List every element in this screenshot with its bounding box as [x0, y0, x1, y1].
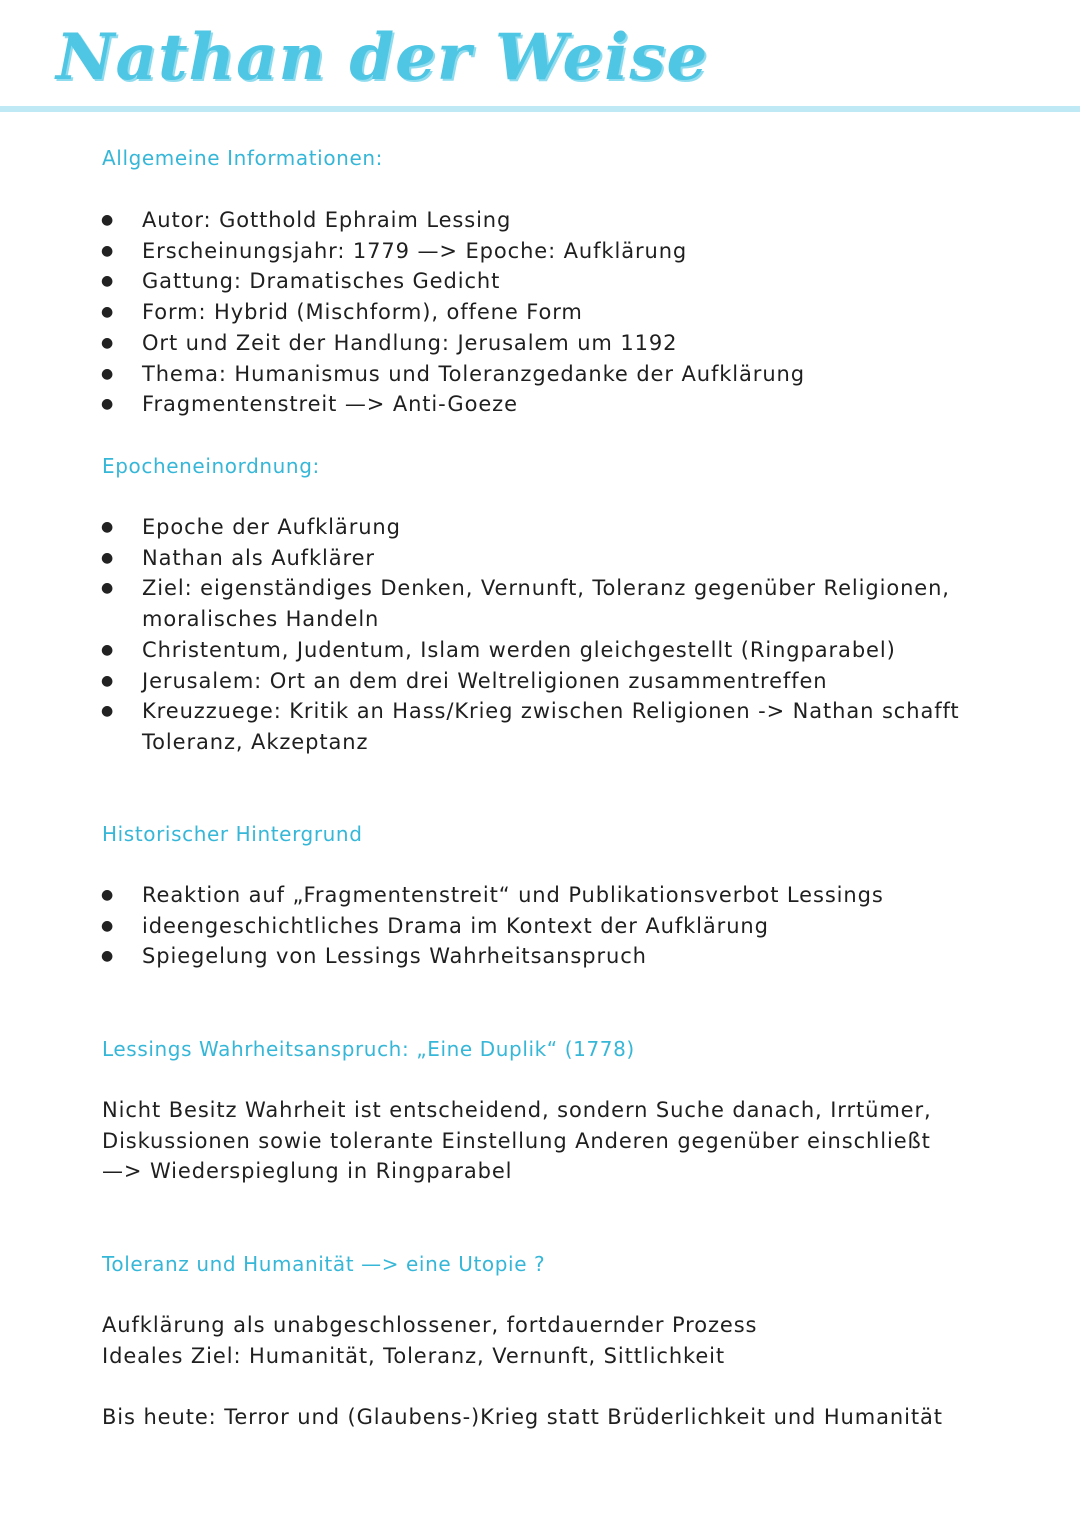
bullet-icon: ●: [101, 304, 115, 321]
page-title: Nathan der Weise: [56, 20, 709, 95]
list-item: ● Erscheinungsjahr: 1779 —> Epoche: Aufklärung: [0, 236, 962, 267]
bullet-icon: ●: [101, 242, 115, 259]
bullet-icon: ●: [101, 273, 115, 290]
bullet-icon: ●: [101, 212, 115, 228]
list-item: ● Christentum, Judentum, Islam werden gleichgestellt (Ringparabel): [0, 635, 962, 666]
title-divider: [0, 106, 1080, 112]
list-item: ● Epoche der Aufklärung: [0, 512, 962, 543]
paragraph-toleranz: [102, 1310, 982, 1371]
bullet-icon: ●: [101, 580, 115, 597]
list-allgemeine-informationen: [0, 205, 962, 420]
bullet-icon: ●: [101, 334, 115, 351]
paragraph-line: Nicht Besitz Wahrheit ist entscheidend, sondern Suche danach, Irrtümer,: [102, 1098, 932, 1122]
heading-epocheneinordnung: Epocheneinordnung:: [102, 454, 320, 478]
paragraph-wahrheitsanspruch: [102, 1095, 982, 1187]
bullet-icon: ●: [101, 948, 115, 965]
heading-historischer-hintergrund: Historischer Hintergrund: [102, 822, 363, 846]
bullet-icon: ●: [101, 396, 115, 413]
list-item: ● Fragmentenstreit —> Anti-Goeze: [0, 389, 962, 420]
list-item: ● Kreuzzuege: Kritik an Hass/Krieg zwischen Religionen -> Nathan schafft Toleranz, Akzeptanz: [0, 696, 962, 757]
bullet-icon: ●: [101, 703, 115, 720]
heading-wahrheitsanspruch: Lessings Wahrheitsanspruch: „Eine Duplik“ (1778): [102, 1037, 635, 1061]
bullet-icon: ●: [101, 641, 115, 658]
heading-toleranz-humanitaet: Toleranz und Humanität —> eine Utopie ?: [102, 1252, 546, 1276]
bullet-icon: ●: [101, 365, 115, 382]
paragraph-line: Aufklärung als unabgeschlossener, fortdauernder Prozess: [102, 1313, 758, 1337]
bullet-icon: ●: [101, 519, 115, 535]
list-item: ● Gattung: Dramatisches Gedicht: [0, 266, 962, 297]
list-epocheneinordnung: [0, 512, 962, 758]
paragraph-line: —> Wiederspieglung in Ringparabel: [102, 1159, 513, 1184]
list-item: ● ideengeschichtliches Drama im Kontext der Aufklärung: [0, 911, 962, 942]
list-item: ● Reaktion auf „Fragmentenstreit“ und Publikationsverbot Lessings: [0, 880, 962, 911]
bullet-icon: ●: [101, 887, 115, 903]
list-item: ● Autor: Gotthold Ephraim Lessing: [0, 205, 962, 236]
list-item: ● Jerusalem: Ort an dem drei Weltreligionen zusammentreffen: [0, 666, 962, 697]
bullet-icon: ●: [101, 672, 115, 689]
paragraph-line: Ideales Ziel: Humanität, Toleranz, Vernunft, Sittlichkeit: [102, 1343, 726, 1368]
paragraph-closing: [102, 1402, 982, 1433]
paragraph-line: Bis heute: Terror und (Glaubens-)Krieg statt Brüderlichkeit und Humanität: [102, 1405, 943, 1429]
list-item: ● Thema: Humanismus und Toleranzgedanke der Aufklärung: [0, 359, 962, 390]
paragraph-line: Diskussionen sowie tolerante Einstellung Anderen gegenüber einschließt: [102, 1128, 931, 1153]
list-item: ● Ziel: eigenständiges Denken, Vernunft, Toleranz gegenüber Religionen, moralisches Handeln: [0, 573, 962, 634]
list-historischer-hintergrund: [0, 880, 962, 972]
list-item: ● Nathan als Aufklärer: [0, 543, 962, 574]
heading-allgemeine-informationen: Allgemeine Informationen:: [102, 146, 383, 170]
list-item: ● Spiegelung von Lessings Wahrheitsanspruch: [0, 941, 962, 972]
list-item: ● Ort und Zeit der Handlung: Jerusalem um 1192: [0, 328, 962, 359]
list-item: ● Form: Hybrid (Mischform), offene Form: [0, 297, 962, 328]
bullet-icon: ●: [101, 549, 115, 566]
bullet-icon: ●: [101, 917, 115, 934]
